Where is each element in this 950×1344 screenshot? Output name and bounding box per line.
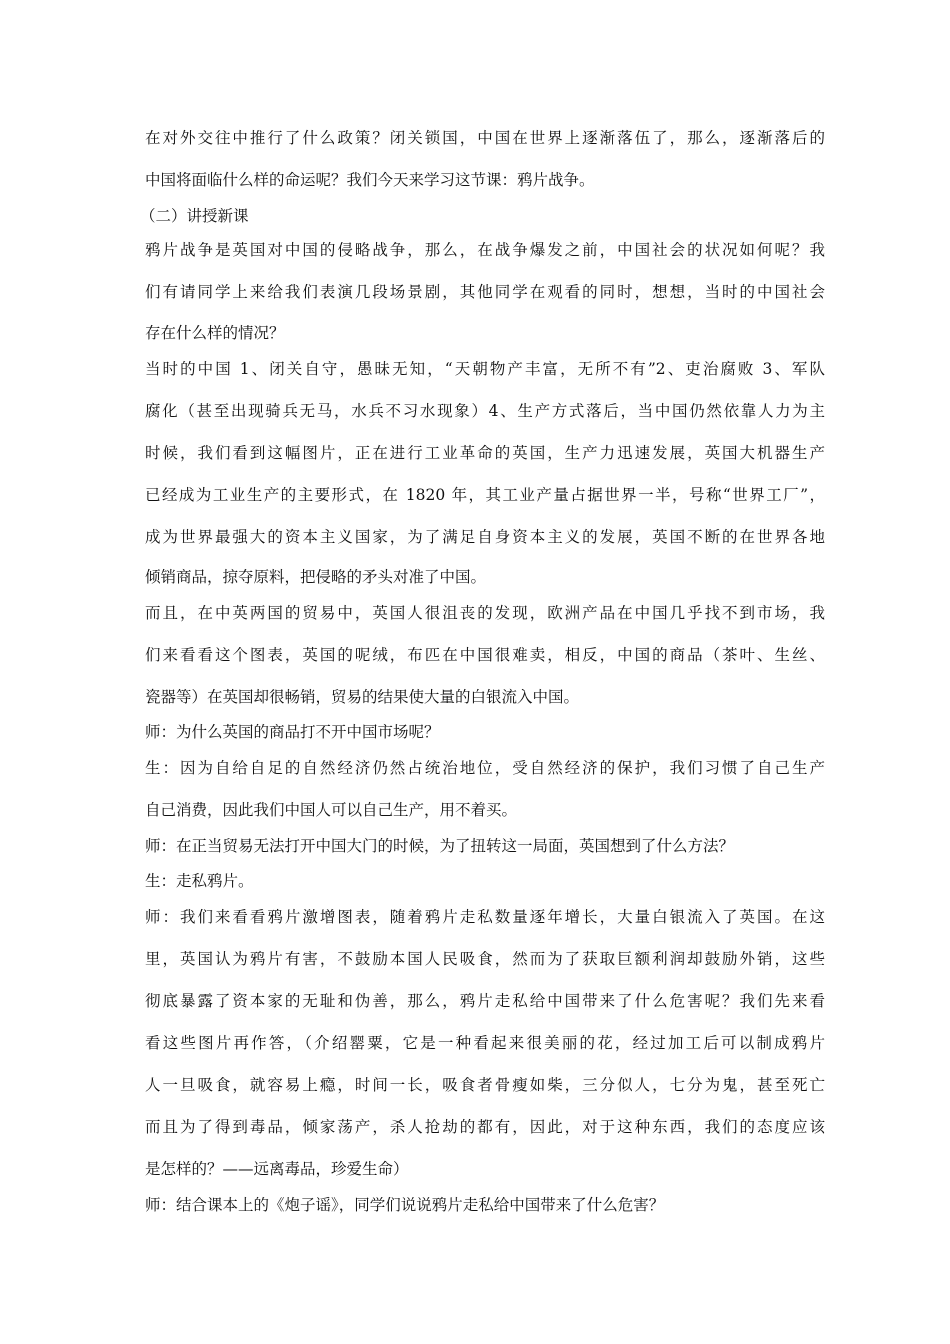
paragraph-line: 倾销商品，掠夺原料，把侵略的矛头对准了中国。 [145,568,487,586]
paragraph-line: 在对外交往中推行了什么政策？闭关锁国，中国在世界上逐渐落伍了，那么，逐渐落后的 [145,129,825,147]
paragraph-line: 看这些图片再作答，（介绍罂粟，它是一种看起来很美丽的花，经过加工后可以制成鸦片 [145,1034,825,1052]
paragraph-line: 生：走私鸦片。 [145,872,254,890]
paragraph-line: 生：因为自给自足的自然经济仍然占统治地位，受自然经济的保护，我们习惯了自己生产 [145,759,825,777]
paragraph-line: 已经成为工业生产的主要形式，在 1820 年，其工业产量占据世界一半，号称“世界工厂”， [145,486,825,504]
paragraph-line: 成为世界最强大的资本主义国家，为了满足自身资本主义的发展，英国不断的在世界各地 [145,528,825,546]
paragraph-line: 腐化（甚至出现骑兵无马，水兵不习水现象）4、生产方式落后，当中国仍然依靠人力为主 [145,402,825,420]
section-heading: （二）讲授新课 [140,207,249,225]
paragraph-line: 师：为什么英国的商品打不开中国市场呢？ [145,723,440,741]
paragraph-line: 师：在正当贸易无法打开中国大门的时候，为了扭转这一局面，英国想到了什么方法？ [145,837,735,855]
paragraph-line: 师：结合课本上的《炮子谣》，同学们说说鸦片走私给中国带来了什么危害？ [145,1196,665,1214]
paragraph-line: 人一旦吸食，就容易上瘾，时间一长，吸食者骨瘦如柴，三分似人，七分为鬼，甚至死亡 [145,1076,825,1094]
paragraph-line: 们有请同学上来给我们表演几段场景剧，其他同学在观看的同时，想想，当时的中国社会 [145,283,825,301]
paragraph-line: 当时的中国 1、闭关自守，愚昧无知，“天朝物产丰富，无所不有”2、吏治腐败 3、军队 [145,360,825,378]
paragraph-line: 自己消费，因此我们中国人可以自己生产，用不着买。 [145,801,518,819]
paragraph-line: 里，英国认为鸦片有害，不鼓励本国人民吸食，然而为了获取巨额利润却鼓励外销，这些 [145,950,825,968]
paragraph-line: 鸦片战争是英国对中国的侵略战争，那么，在战争爆发之前，中国社会的状况如何呢？我 [145,241,825,259]
paragraph-line: 师：我们来看看鸦片激增图表，随着鸦片走私数量逐年增长，大量白银流入了英国。在这 [145,908,825,926]
paragraph-line: 是怎样的？——远离毒品，珍爱生命） [145,1160,409,1178]
paragraph-line: 瓷器等）在英国却很畅销，贸易的结果使大量的白银流入中国。 [145,688,580,706]
paragraph-line: 中国将面临什么样的命运呢？我们今天来学习这节课：鸦片战争。 [145,171,595,189]
paragraph-line: 存在什么样的情况？ [145,324,285,342]
paragraph-line: 而且，在中英两国的贸易中，英国人很沮丧的发现，欧洲产品在中国几乎找不到市场，我 [145,604,825,622]
paragraph-line: 们来看看这个图表，英国的呢绒，布匹在中国很难卖，相反，中国的商品（茶叶、生丝、 [145,646,825,664]
paragraph-line: 而且为了得到毒品，倾家荡产，杀人抢劫的都有，因此，对于这种东西，我们的态度应该 [145,1118,825,1136]
paragraph-line: 彻底暴露了资本家的无耻和伪善，那么，鸦片走私给中国带来了什么危害呢？我们先来看 [145,992,825,1010]
paragraph-line: 时候，我们看到这幅图片，正在进行工业革命的英国，生产力迅速发展，英国大机器生产 [145,444,825,462]
